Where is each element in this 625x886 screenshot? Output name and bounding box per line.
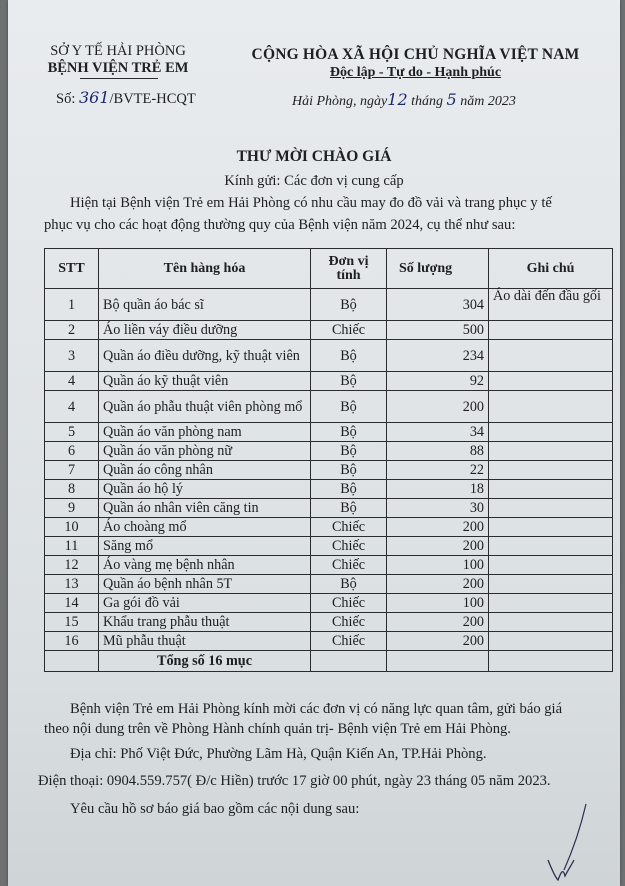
row-stt: 7 xyxy=(45,461,99,480)
date-year: năm 2023 xyxy=(460,94,516,109)
row-unit: Bộ xyxy=(311,480,387,499)
row-note xyxy=(489,613,613,632)
row-note xyxy=(489,461,613,480)
row-note xyxy=(489,518,613,537)
row-note xyxy=(489,556,613,575)
table-total-row xyxy=(45,651,613,672)
table-row xyxy=(45,632,613,651)
table-row xyxy=(45,391,613,423)
table-row xyxy=(45,289,613,321)
row-unit: Bộ xyxy=(311,391,387,423)
col-header-unit xyxy=(311,249,387,289)
row-unit: Bộ xyxy=(311,340,387,372)
row-unit: Chiếc xyxy=(311,556,387,575)
table-row xyxy=(45,340,613,372)
items-table xyxy=(44,248,613,672)
document-page xyxy=(8,0,620,886)
row-qty: 100 xyxy=(387,556,489,575)
table-row xyxy=(45,499,613,518)
row-name: Quần áo điều dưỡng, kỹ thuật viên xyxy=(99,340,311,372)
row-name: Ga gói đồ vải xyxy=(99,594,311,613)
table-row xyxy=(45,594,613,613)
date-place: Hải Phòng, ngày xyxy=(292,94,388,109)
row-note xyxy=(489,537,613,556)
address-line: Địa chỉ: Phố Việt Đức, Phường Lãm Hà, Quận Kiến An, TP.Hải Phòng. xyxy=(70,746,487,762)
nation-title: CỘNG HÒA XÃ HỘI CHỦ NGHĨA VIỆT NAM xyxy=(251,46,580,63)
row-note xyxy=(489,575,613,594)
row-name: Quần áo hộ lý xyxy=(99,480,311,499)
row-name: Khẩu trang phẫu thuật xyxy=(99,613,311,632)
row-qty: 234 xyxy=(387,340,489,372)
row-qty: 30 xyxy=(387,499,489,518)
row-stt: 3 xyxy=(45,340,99,372)
row-stt: 4 xyxy=(45,391,99,423)
row-qty: 200 xyxy=(387,575,489,594)
table-row xyxy=(45,518,613,537)
table-header-row xyxy=(45,249,613,289)
row-unit: Bộ xyxy=(311,499,387,518)
invite-line-1: Bệnh viện Trẻ em Hải Phòng kính mời các đơn vị có năng lực quan tâm, gửi báo giá xyxy=(70,701,563,717)
table-row xyxy=(45,537,613,556)
row-name: Quần áo nhân viên căng tin xyxy=(99,499,311,518)
requirements-line: Yêu cầu hồ sơ báo giá bao gồm các nội dung sau: xyxy=(70,801,360,817)
row-stt: 6 xyxy=(45,442,99,461)
row-stt: 13 xyxy=(45,575,99,594)
phone-line: Điện thoại: 0904.559.757( Đ/c Hiền) trước 17 giờ 00 phút, ngày 23 tháng 05 năm 2023. xyxy=(38,773,551,789)
row-stt: 14 xyxy=(45,594,99,613)
row-stt: 1 xyxy=(45,289,99,321)
row-unit: Chiếc xyxy=(311,518,387,537)
col-header-stt: STT xyxy=(45,249,99,289)
row-note xyxy=(489,321,613,340)
row-qty: 22 xyxy=(387,461,489,480)
row-name: Quần áo văn phòng nam xyxy=(99,423,311,442)
table-row xyxy=(45,372,613,391)
row-qty: 92 xyxy=(387,372,489,391)
row-note xyxy=(489,391,613,423)
table-row xyxy=(45,556,613,575)
row-unit: Bộ xyxy=(311,575,387,594)
row-name: Áo vàng mẹ bệnh nhân xyxy=(99,556,311,575)
row-stt: 9 xyxy=(45,499,99,518)
row-stt: 10 xyxy=(45,518,99,537)
hospital-underline xyxy=(80,78,158,79)
total-qty-cell xyxy=(387,651,489,672)
intro-line-2: phục vụ cho các hoạt động thường quy của Bệnh viện năm 2024, cụ thể như sau: xyxy=(44,217,516,233)
table-row xyxy=(45,321,613,340)
row-stt: 2 xyxy=(45,321,99,340)
row-stt: 15 xyxy=(45,613,99,632)
total-unit-cell xyxy=(311,651,387,672)
row-name: Quần áo công nhân xyxy=(99,461,311,480)
date-month: 5 xyxy=(446,90,457,109)
row-qty: 34 xyxy=(387,423,489,442)
intro-line-1: Hiện tại Bệnh viện Trẻ em Hải Phòng có nhu cầu may đo đồ vải và trang phục y tế xyxy=(70,195,552,211)
row-qty: 100 xyxy=(387,594,489,613)
row-qty: 500 xyxy=(387,321,489,340)
total-note-cell xyxy=(489,651,613,672)
row-unit: Bộ xyxy=(311,423,387,442)
row-qty: 200 xyxy=(387,518,489,537)
col-header-name: Tên hàng hóa xyxy=(99,249,311,289)
row-qty: 304 xyxy=(387,289,489,321)
row-unit: Chiếc xyxy=(311,537,387,556)
row-unit: Bộ xyxy=(311,289,387,321)
document-title: THƯ MỜI CHÀO GIÁ xyxy=(236,148,392,165)
col-header-qty: Số lượng xyxy=(387,249,489,289)
nation-motto: Độc lập - Tự do - Hạnh phúc xyxy=(329,65,502,80)
date-month-word: tháng xyxy=(411,94,444,109)
row-unit: Chiếc xyxy=(311,594,387,613)
row-qty: 88 xyxy=(387,442,489,461)
document-number xyxy=(56,88,196,108)
row-name: Áo choàng mổ xyxy=(99,518,311,537)
row-qty: 200 xyxy=(387,537,489,556)
row-unit: Chiếc xyxy=(311,321,387,340)
row-qty: 18 xyxy=(387,480,489,499)
row-name: Săng mổ xyxy=(99,537,311,556)
recipient-line: Kính gửi: Các đơn vị cung cấp xyxy=(224,173,404,189)
row-note xyxy=(489,480,613,499)
row-name: Quần áo phẫu thuật viên phòng mổ xyxy=(99,391,311,423)
total-label: Tổng số 16 mục xyxy=(99,651,311,672)
date-day: 12 xyxy=(387,90,408,109)
table-row xyxy=(45,575,613,594)
row-note xyxy=(489,372,613,391)
row-name: Bộ quần áo bác sĩ xyxy=(99,289,311,321)
table-row xyxy=(45,480,613,499)
hospital-name: BỆNH VIỆN TRẺ EM xyxy=(47,60,189,76)
row-stt: 5 xyxy=(45,423,99,442)
table-row xyxy=(45,423,613,442)
col-header-unit-line2: tính xyxy=(336,267,361,283)
doc-no-prefix: Số: xyxy=(56,91,76,107)
row-note: Áo dài đến đầu gối xyxy=(489,289,613,321)
row-name: Quần áo bệnh nhân 5T xyxy=(99,575,311,594)
row-stt: 16 xyxy=(45,632,99,651)
row-unit: Bộ xyxy=(311,442,387,461)
table-row xyxy=(45,442,613,461)
invite-line-2: theo nội dung trên về Phòng Hành chính quản trị- Bệnh viện Trẻ em Hải Phòng. xyxy=(44,721,511,737)
agency-name: SỞ Y TẾ HẢI PHÒNG xyxy=(50,43,186,59)
col-header-note: Ghi chú xyxy=(489,249,613,289)
doc-no-handwritten: 361 xyxy=(78,88,110,107)
row-name: Mũ phẫu thuật xyxy=(99,632,311,651)
table-row xyxy=(45,461,613,480)
row-note xyxy=(489,340,613,372)
row-unit: Chiếc xyxy=(311,613,387,632)
row-unit: Bộ xyxy=(311,461,387,480)
row-note xyxy=(489,423,613,442)
row-note xyxy=(489,499,613,518)
table-row xyxy=(45,613,613,632)
row-name: Quần áo kỹ thuật viên xyxy=(99,372,311,391)
row-stt: 12 xyxy=(45,556,99,575)
row-note xyxy=(489,442,613,461)
row-name: Áo liền váy điều dưỡng xyxy=(99,321,311,340)
total-stt-cell xyxy=(45,651,99,672)
row-qty: 200 xyxy=(387,391,489,423)
row-unit: Bộ xyxy=(311,372,387,391)
doc-no-suffix: /BVTE-HCQT xyxy=(109,91,196,107)
handwritten-initial-mark xyxy=(528,800,598,886)
row-stt: 4 xyxy=(45,372,99,391)
row-name: Quần áo văn phòng nữ xyxy=(99,442,311,461)
row-stt: 8 xyxy=(45,480,99,499)
row-qty: 200 xyxy=(387,632,489,651)
row-note xyxy=(489,594,613,613)
row-stt: 11 xyxy=(45,537,99,556)
col-header-unit-line1: Đơn vị xyxy=(328,253,369,269)
row-unit: Chiếc xyxy=(311,632,387,651)
document-date xyxy=(292,90,516,110)
row-qty: 200 xyxy=(387,613,489,632)
row-note xyxy=(489,632,613,651)
